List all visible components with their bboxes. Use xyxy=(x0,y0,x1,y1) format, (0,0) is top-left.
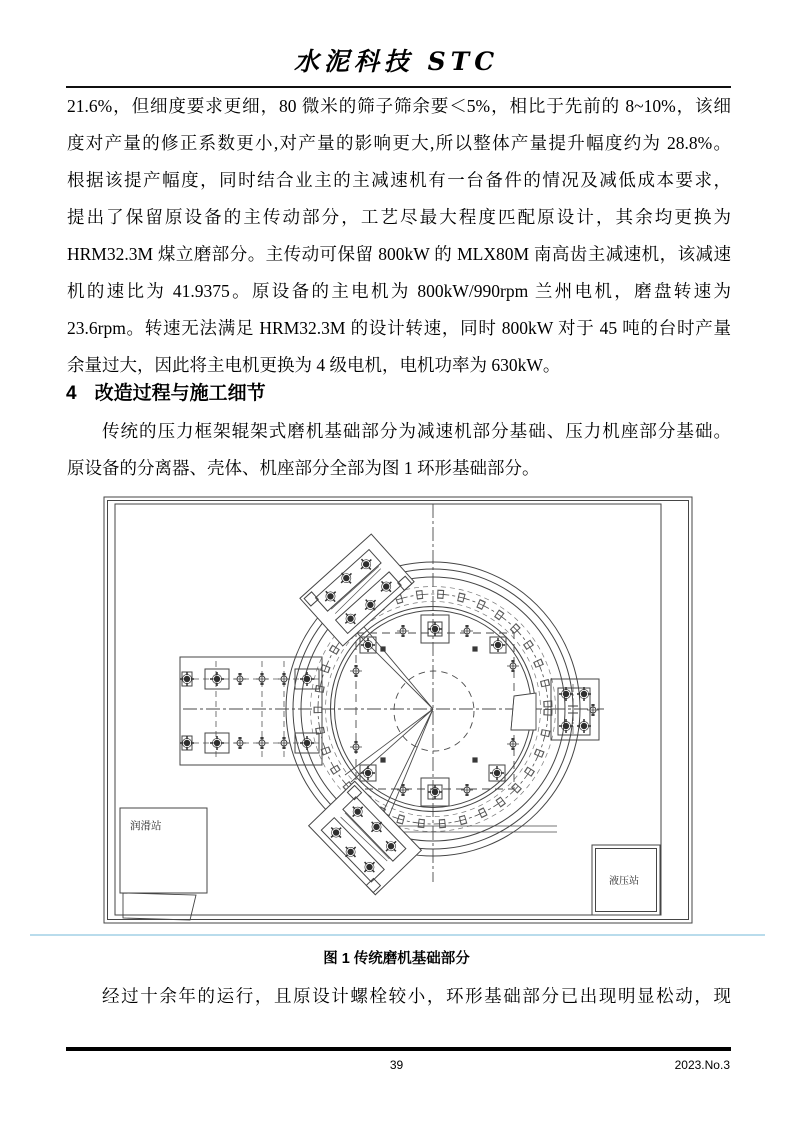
paragraph-line: HRM32.3M 煤立磨部分。主传动可保留 800kW 的 MLX80M 南高齿主减速机，该减速 xyxy=(67,244,731,264)
figure-wrap-boundary-line xyxy=(30,934,765,936)
paragraph-line: 传统的压力框架辊架式磨机基础部分为减速机部分基础、压力机座部分基础。 xyxy=(102,421,731,441)
section-title: 改造过程与施工细节 xyxy=(94,383,266,404)
hydraulic-station-box xyxy=(592,845,660,915)
paragraph-2 xyxy=(67,413,731,487)
section-heading xyxy=(66,378,730,405)
paragraph-line: 余量过大，因此将主电机更换为 4 级电机，电机功率为 630kW。 xyxy=(67,355,561,375)
hydraulic-station-label: 液压站 xyxy=(609,876,639,887)
figure-caption: 图 1 传统磨机基础部分 xyxy=(323,951,470,967)
paragraph-line: 23.6rpm。转速无法满足 HRM32.3M 的设计转速，同时 800kW 对于 45 吨的台时产量 xyxy=(67,318,731,338)
center-dashed-circle xyxy=(394,671,474,751)
key-trapezoid xyxy=(511,693,536,730)
right-anchor-pad xyxy=(551,679,599,740)
journal-title: 水泥科技 STC xyxy=(293,47,500,76)
paragraph-3 xyxy=(67,978,731,1015)
section-number: 4 xyxy=(66,383,77,404)
paragraph-line: 度对产量的修正系数更小,对产量的影响更大,所以整体产量提升幅度约为 28.8%。 xyxy=(67,133,731,153)
issue-number: 2023.No.3 xyxy=(674,1058,730,1072)
paragraph-1 xyxy=(67,88,731,384)
figure-1 xyxy=(99,494,695,935)
mill-foundation-drawing xyxy=(99,494,695,935)
footer-rule xyxy=(66,1047,731,1051)
lube-station-box xyxy=(120,808,207,920)
upper-left-anchor-pad xyxy=(300,534,414,646)
page-number: 39 xyxy=(389,1058,404,1072)
inner-anchor-square xyxy=(350,615,519,806)
paragraph-line: 原设备的分离器、壳体、机座部分全部为图 1 环形基础部分。 xyxy=(67,458,540,478)
paragraph-line: 根据该提产幅度，同时结合业主的主减速机有一台备件的情况及减低成本要求， xyxy=(67,170,731,190)
paragraph-line: 提出了保留原设备的主传动部分，工艺尽最大程度匹配原设计，其余均更换为 xyxy=(67,207,731,227)
paragraph-line: 机的速比为 41.9375。原设备的主电机为 800kW/990rpm 兰州电机，磨盘转速为 xyxy=(67,281,731,301)
lube-station-label: 润滑站 xyxy=(130,820,162,832)
paragraph-line: 21.6%，但细度要求更细，80 微米的筛子筛余要＜5%，相比于先前的 8~10%，该细 xyxy=(67,96,731,116)
paragraph-line: 经过十余年的运行，且原设计螺栓较小，环形基础部分已出现明显松动，现 xyxy=(102,986,731,1006)
